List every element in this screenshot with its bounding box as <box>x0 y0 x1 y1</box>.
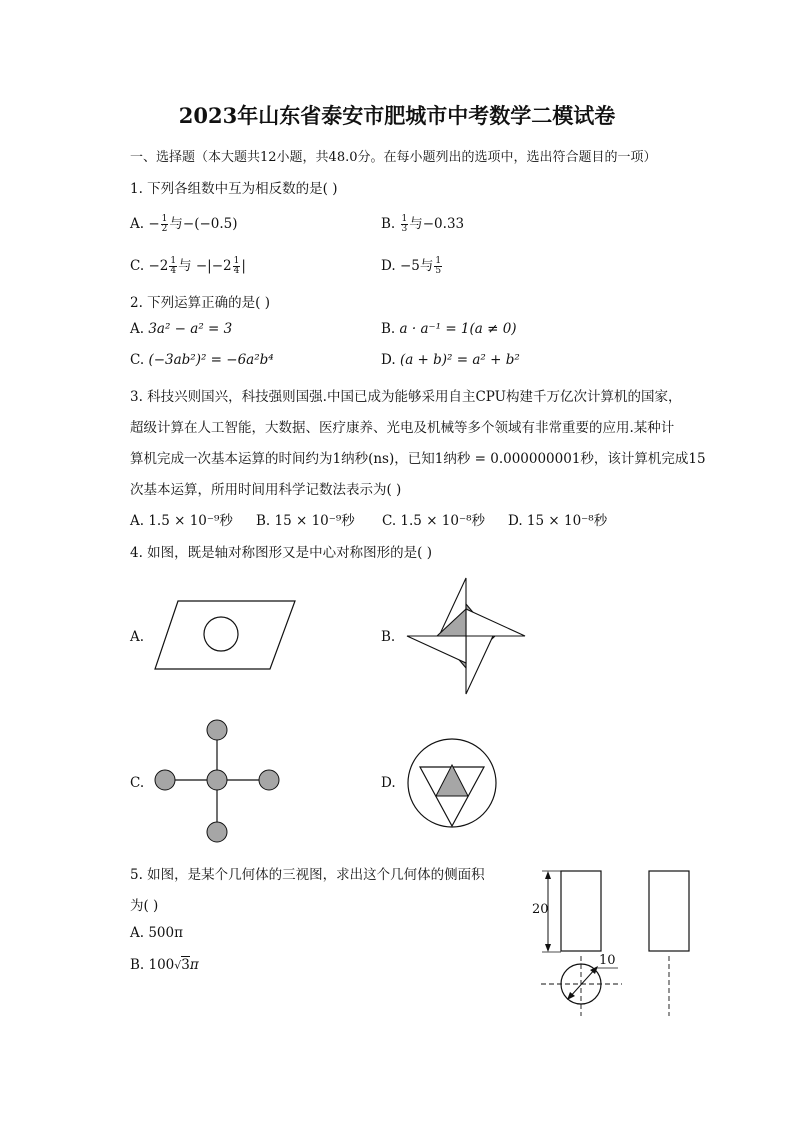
option-letter: C. <box>130 258 145 274</box>
option-letter: A. <box>130 216 145 232</box>
minus-sign: − <box>148 216 160 232</box>
fraction-half <box>161 215 169 234</box>
sqrt-sign: √ <box>174 959 182 972</box>
denominator: 3 <box>401 224 408 234</box>
option-value: −(−0.5) <box>182 216 238 232</box>
denominator: 2 <box>161 224 168 234</box>
q2-option-c[interactable] <box>130 352 274 368</box>
option-letter: D. <box>381 258 396 274</box>
option-value: −2 <box>148 258 169 274</box>
q1-option-c[interactable] <box>130 254 246 276</box>
option-value: −0.33 <box>422 216 465 232</box>
question-1-stem: 1. 下列各组数中互为相反数的是( ) <box>130 181 338 197</box>
numerator: 1 <box>170 256 177 266</box>
option-value: 与 −|−2 <box>178 258 232 274</box>
cross-of-circles-figure <box>153 718 283 848</box>
radicand: 3 <box>181 957 190 973</box>
q3-option-d[interactable]: D. 15 × 10⁻⁸秒 <box>508 513 608 529</box>
q4-option-c-label[interactable]: C. <box>130 775 145 791</box>
q1-option-b[interactable] <box>381 212 464 234</box>
question-2-stem: 2. 下列运算正确的是( ) <box>130 295 270 311</box>
abs-bar: | <box>241 258 246 274</box>
option-letter: C. <box>130 352 145 368</box>
option-letter: B. <box>381 321 396 337</box>
option-value: (a + b)² = a² + b² <box>399 352 520 368</box>
option-value: a · a⁻¹ = 1(a ≠ 0) <box>399 321 517 337</box>
numerator: 1 <box>233 256 240 266</box>
denominator: 5 <box>435 266 442 276</box>
fraction-quarter <box>233 257 241 276</box>
option-letter: A. <box>130 321 145 337</box>
conjunction: 与 <box>169 216 183 232</box>
fraction-fifth <box>434 257 442 276</box>
fraction-quarter <box>169 257 177 276</box>
q5-option-a[interactable]: A. 500π <box>130 925 183 941</box>
q4-option-b-label[interactable]: B. <box>381 629 396 645</box>
parallelogram-with-circle-figure <box>150 600 300 672</box>
denominator: 4 <box>170 266 177 276</box>
question-3-line-3: 算机完成一次基本运算的时间约为1纳秒(ns)，已知1纳秒 = 0.000000001秒，该计算机完成15 <box>130 451 706 467</box>
pinwheel-figure <box>405 576 529 696</box>
question-5-line-2: 为( ) <box>130 898 159 914</box>
question-4-stem: 4. 如图，既是轴对称图形又是中心对称图形的是( ) <box>130 545 432 561</box>
q3-option-c[interactable]: C. 1.5 × 10⁻⁸秒 <box>382 513 486 529</box>
circle-with-triangles-figure <box>405 736 515 832</box>
q2-option-b[interactable] <box>381 321 517 337</box>
q2-option-d[interactable] <box>381 352 520 368</box>
numerator: 1 <box>435 256 442 266</box>
diameter-label: 10 <box>599 953 616 968</box>
denominator: 4 <box>233 266 240 276</box>
option-letter: D. <box>381 352 396 368</box>
front-view <box>561 871 601 951</box>
section-heading: 一、选择题（本大题共12小题，共48.0分。在每小题列出的选项中，选出符合题目的一项） <box>130 150 657 165</box>
q2-option-a[interactable] <box>130 321 232 337</box>
page-title: 2023年山东省泰安市肥城市中考数学二模试卷 <box>178 103 616 128</box>
option-letter: B. <box>381 216 396 232</box>
question-3-line-2: 超级计算在人工智能，大数据、医疗康养、光电及机械等多个领域有非常重要的应用.某种计 <box>130 420 675 436</box>
option-value: B. 100 <box>130 957 175 973</box>
q4-option-a-label[interactable]: A. <box>130 629 145 645</box>
q5-option-b[interactable] <box>130 957 199 973</box>
option-value: (−3ab²)² = −6a²b⁴ <box>148 352 274 368</box>
numerator: 1 <box>161 214 168 224</box>
pi-symbol: π <box>189 957 199 973</box>
q3-option-a[interactable]: A. 1.5 × 10⁻⁹秒 <box>130 513 233 529</box>
option-value: 3a² − a² = 3 <box>148 321 233 337</box>
q1-option-a[interactable] <box>130 212 238 234</box>
numerator: 1 <box>401 214 408 224</box>
q3-option-b[interactable]: B. 15 × 10⁻⁹秒 <box>256 513 355 529</box>
q4-option-d-label[interactable]: D. <box>381 775 396 791</box>
fraction-third <box>401 215 409 234</box>
question-3-line-4: 次基本运算，所用时间用科学记数法表示为( ) <box>130 482 402 498</box>
question-5-line-1: 5. 如图，是某个几何体的三视图，求出这个几何体的侧面积 <box>130 867 485 883</box>
question-3-line-1: 3. 科技兴则国兴，科技强则国强.中国已成为能够采用自主CPU构建千万亿次计算机的国家， <box>130 389 682 405</box>
height-label: 20 <box>532 902 549 917</box>
option-value: −5与 <box>399 258 434 274</box>
three-view-figure <box>526 868 696 1018</box>
side-view <box>649 871 689 951</box>
q1-option-d[interactable] <box>381 254 443 276</box>
conjunction: 与 <box>409 216 423 232</box>
